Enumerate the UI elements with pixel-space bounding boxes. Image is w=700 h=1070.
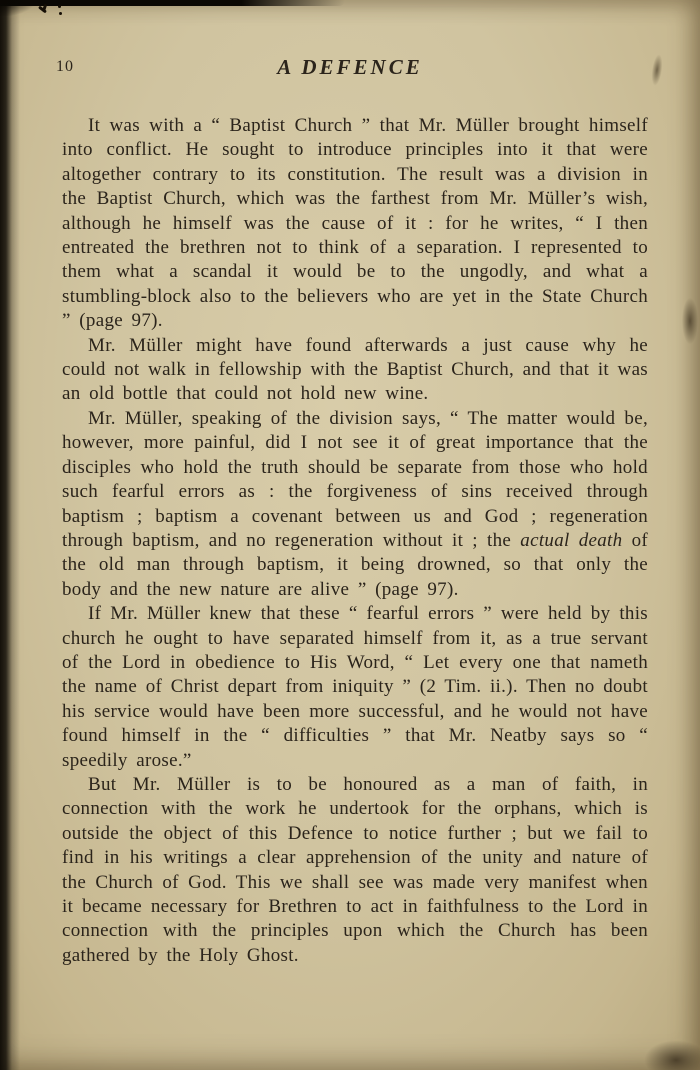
scan-edge-left [0,0,20,1070]
paragraph [62,407,648,602]
paragraph-list [62,114,648,968]
paragraph [62,334,648,407]
stain-bottom-right [644,1040,700,1070]
body-text: It was with a “ Baptist Church ” that Mr. Müller brought himself into conflict. He sought to introduce principles into it that were altogether contrary to its constitution. The result was a division in the Baptist Church, which was the farthest from Mr. Müller’s wish, although he himself was the cause of it : for he writes, “ I then entreated the brethren not to think of a separation. I represented to them what a scandal it would be to the ungodly, and what a stumbling-block also to the believers who are yet in the State Church ” (page 97). [62,115,648,332]
page-header [0,0,700,88]
body-text: If Mr. Müller knew that these “ fearful errors ” were held by this church he ought to have separated himself from it, as a true servant of the Lord in obedience to His Word, “ Let every one that nameth the name of Christ depart from iniquity ” (2 Tim. ii.). Then no doubt his service would have been more successful, and he would not have found himself in the “ difficulties ” that Mr. Neatby says so “ speedily arose.” [62,603,648,771]
paragraph [62,114,648,334]
paragraph [62,773,648,968]
running-header-title: A DEFENCE [277,55,423,79]
paragraph [62,602,648,773]
page-number: 10 [56,58,74,75]
body-text: But Mr. Müller is to be honoured as a man of faith, in connection with the work he undertook for the orphans, which is outside the object of this Defence to notice further ; but we fail to find in his writings a clear apprehension of the unity and nature of the Church of God. This we shall see was made very manifest when it became necessary for Brethren to act in faithfulness to the Lord in connection with the principles upon which the Church has been gathered by the Holy Ghost. [62,773,648,966]
body-text: of the old man through baptism, it being drowned, so that only the body and the new nature are alive ” (page 97). [62,529,649,600]
body-text: Mr. Müller might have found afterwards a just cause why he could not walk in fellowship with the Baptist Church, and that it was an old bottle that could not hold new wine. [62,334,648,405]
body-text: Mr. Müller, speaking of the division says, “ The matter would be, however, more painful, did I not see it of great importance that the disciples who hold the truth should be separate from those who hold such fearful errors as : the forgiveness of sins received through baptism ; baptism a covenant between us and God ; regeneration through baptism, and no regeneration without it ; the [62,407,648,551]
stain-right-mid [682,298,698,344]
emphasized-text: actual death [520,529,623,551]
